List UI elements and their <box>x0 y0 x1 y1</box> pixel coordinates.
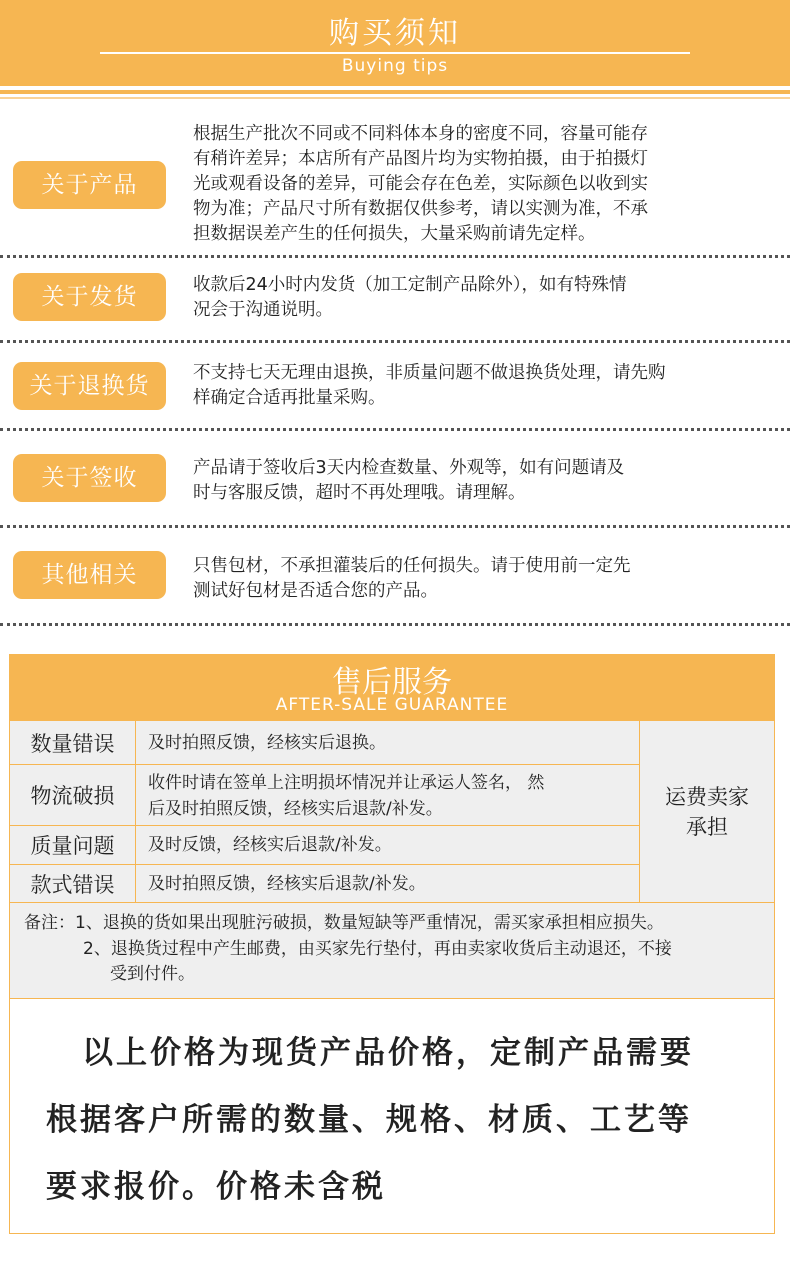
tip-line: 担数据误差产生的任何损失，大量采购前请先定样。 <box>193 224 596 244</box>
row-desc-line: 及时拍照反馈，经核实后退换。 <box>148 732 386 753</box>
tip-text-returns <box>193 361 753 411</box>
row-label-style: 款式错误 <box>10 865 136 903</box>
tip-badge-receipt: 关于签收 <box>13 454 166 502</box>
row-desc-logistics <box>136 765 640 826</box>
tip-line: 不支持七天无理由退换，非质量问题不做退换货处理，请先购 <box>193 363 666 383</box>
tip-line: 况会于沟通说明。 <box>193 300 333 320</box>
tip-badge-other: 其他相关 <box>13 551 166 599</box>
row-label-quality: 质量问题 <box>10 826 136 865</box>
row-desc-line: 后及时拍照反馈，经核实后退款/补发。 <box>148 799 443 819</box>
after-sale-subtitle: AFTER-SALE GUARANTEE <box>275 695 509 715</box>
tip-line: 物为准；产品尺寸所有数据仅供参考，请以实测为准，不承 <box>193 199 648 219</box>
row-label-quantity: 数量错误 <box>10 721 136 765</box>
tip-line: 只售包材，不承担灌装后的任何损失。请于使用前一定先 <box>193 556 631 576</box>
price-notice-line: 要求报价。价格未含税 <box>46 1169 386 1205</box>
tip-badge-shipping: 关于发货 <box>13 273 166 321</box>
buying-tips-header <box>0 0 790 86</box>
divider <box>0 428 790 431</box>
row-desc-line: 及时反馈，经核实后退款/补发。 <box>148 835 392 855</box>
tip-text-other <box>193 554 753 604</box>
shipping-cost-line: 运费卖家 <box>665 784 749 809</box>
divider <box>0 623 790 626</box>
tip-line: 根据生产批次不同或不同料体本身的密度不同，容量可能存 <box>193 124 648 144</box>
tip-badge-returns: 关于退换货 <box>13 362 166 410</box>
divider <box>0 255 790 258</box>
tip-text-receipt <box>193 456 753 506</box>
shipping-cost-seller <box>640 721 774 903</box>
tip-line: 时与客服反馈，超时不再处理哦。请理解。 <box>193 483 526 503</box>
note-line: 受到付件。 <box>110 964 195 984</box>
after-sale-section <box>9 654 775 1234</box>
header-stripe-thin <box>0 97 790 99</box>
header-stripe <box>0 90 790 94</box>
shipping-cost-line: 承担 <box>686 814 728 839</box>
tip-badge-product: 关于产品 <box>13 161 166 209</box>
divider <box>0 340 790 343</box>
tip-line: 有稍许差异；本店所有产品图片均为实物拍摄，由于拍摄灯 <box>193 149 648 169</box>
row-desc-quantity <box>136 721 640 765</box>
row-desc-line: 收件时请在签单上注明损坏情况并让承运人签名， 然 <box>148 773 545 793</box>
after-sale-header <box>10 655 774 721</box>
header-subtitle: Buying tips <box>341 56 449 76</box>
row-desc-style <box>136 865 640 903</box>
after-sale-table <box>10 721 774 903</box>
tip-line: 样确定合适再批量采购。 <box>193 388 386 408</box>
after-sale-notes <box>10 903 774 999</box>
tip-line: 测试好包材是否适合您的产品。 <box>193 581 438 601</box>
divider <box>0 525 790 528</box>
header-rule <box>100 52 690 54</box>
tip-line: 产品请于签收后3天内检查数量、外观等，如有问题请及 <box>193 458 625 478</box>
tip-text-shipping <box>193 273 753 323</box>
tip-text-product <box>193 122 753 247</box>
row-desc-quality <box>136 826 640 865</box>
price-notice <box>10 1001 774 1233</box>
row-label-logistics: 物流破损 <box>10 765 136 826</box>
tip-line: 收款后24小时内发货（加工定制产品除外），如有特殊情 <box>193 275 627 295</box>
tip-line: 光或观看设备的差异，可能会存在色差，实际颜色以收到实 <box>193 174 648 194</box>
note-line: 备注：1、退换的货如果出现脏污破损，数量短缺等严重情况，需买家承担相应损失。 <box>24 913 664 933</box>
price-notice-line: 根据客户所需的数量、规格、材质、工艺等 <box>46 1102 692 1138</box>
header-title: 购买须知 <box>329 16 461 51</box>
after-sale-title: 售后服务 <box>332 665 452 700</box>
row-desc-line: 及时拍照反馈，经核实后退款/补发。 <box>148 873 426 894</box>
price-notice-line: 以上价格为现货产品价格，定制产品需要 <box>82 1035 694 1071</box>
note-line: 2、退换货过程中产生邮费，由买家先行垫付，再由卖家收货后主动退还，不接 <box>83 939 672 959</box>
